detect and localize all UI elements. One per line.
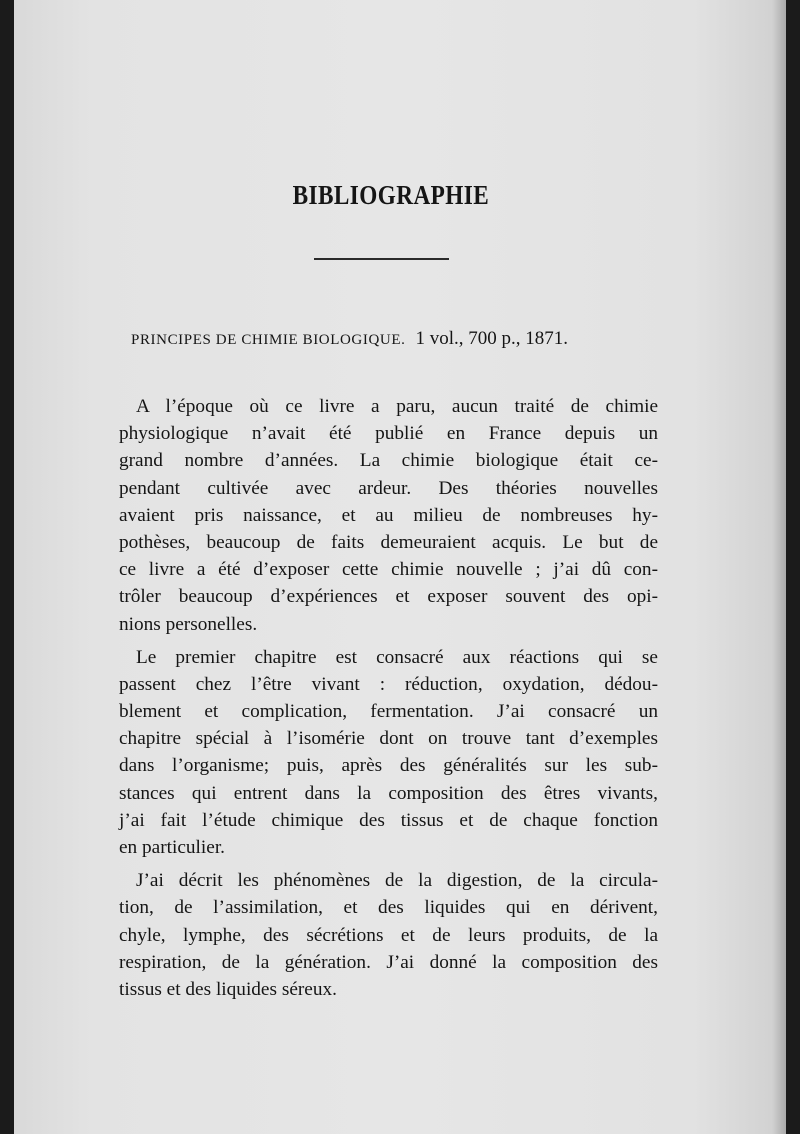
text-line: stances qui entrent dans la composition des êtres vivants, <box>119 782 658 804</box>
text-line: chyle, lymphe, des sécrétions et de leurs produits, de la <box>119 924 658 946</box>
paragraph-3 <box>119 867 658 1003</box>
paragraph-1 <box>119 393 658 638</box>
body-text <box>119 393 658 1003</box>
text-line: grand nombre d’années. La chimie biologique était ce- <box>119 450 658 472</box>
text-line: physiologique n’avait été publié en France depuis un <box>119 423 658 445</box>
text-line: J’ai décrit les phénomènes de la digestion, de la circula- <box>136 870 658 892</box>
text-line: Le premier chapitre est consacré aux réactions qui se <box>136 646 658 668</box>
text-line: pendant cultivée avec ardeur. Des théories nouvelles <box>119 477 658 499</box>
text-line: tion, de l’assimilation, et des liquides qui en dérivent, <box>119 897 658 919</box>
page-title: BIBLIOGRAPHIE <box>292 180 490 210</box>
text-line: nions personelles. <box>119 613 258 635</box>
title-divider <box>314 258 449 260</box>
text-line: A l’époque où ce livre a paru, aucun traité de chimie <box>136 396 658 417</box>
book-title: PRINCIPES DE CHIMIE BIOLOGIQUE. <box>131 332 406 348</box>
text-line: tissus et des liquides séreux. <box>119 978 337 1000</box>
book-details: 1 vol., 700 p., 1871. <box>415 328 568 349</box>
text-line: respiration, de la génération. J’ai donné la composition des <box>119 951 658 973</box>
text-line: en particulier. <box>119 837 225 858</box>
text-line: trôler beaucoup d’expériences et exposer souvent des opi- <box>119 586 658 608</box>
text-line: j’ai fait l’étude chimique des tissus et de chaque fonction <box>119 809 658 831</box>
text-line: dans l’organisme; puis, après des généralités sur les sub- <box>119 755 658 777</box>
text-line: pothèses, beaucoup de faits demeuraient acquis. Le but de <box>119 531 658 553</box>
text-line: avaient pris naissance, et au milieu de nombreuses hy- <box>119 504 658 526</box>
paragraph-2 <box>119 644 658 862</box>
text-line: passent chez l’être vivant : réduction, oxydation, dédou- <box>119 673 658 695</box>
section-heading <box>131 328 641 350</box>
document-page <box>14 0 786 1134</box>
text-line: ce livre a été d’exposer cette chimie nouvelle ; j’ai dû con- <box>119 559 658 581</box>
text-line: blement et complication, fermentation. J’ai consacré un <box>119 701 658 723</box>
text-line: chapitre spécial à l’isomérie dont on trouve tant d’exemples <box>119 728 658 750</box>
